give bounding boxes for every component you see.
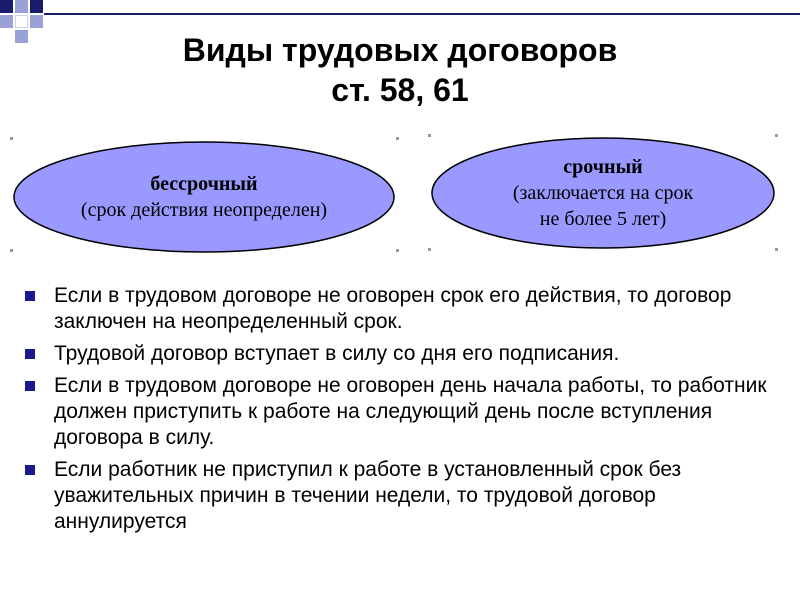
- selection-handle: [10, 137, 13, 140]
- ellipse-heading: срочный: [563, 156, 643, 178]
- square-bullet-icon: [25, 381, 35, 391]
- ellipse-fixed-term: [430, 136, 776, 250]
- square-bullet-icon: [25, 465, 35, 475]
- title-line-2: ст. 58, 61: [331, 72, 469, 108]
- list-item-text: Если в трудовом договоре не оговорен день начала работы, то работник должен приступить к работе на следующий день после вступления договора в силу.: [54, 374, 767, 449]
- list-item: [22, 341, 792, 367]
- square-bullet-icon: [25, 349, 35, 359]
- ellipse-indefinite: [12, 140, 396, 254]
- list-item: [22, 373, 792, 451]
- square-bullet-icon: [25, 291, 35, 301]
- selection-handle: [775, 248, 778, 251]
- selection-handle: [428, 248, 431, 251]
- selection-handle: [428, 134, 431, 137]
- list-item-text: Если в трудовом договоре не оговорен срок его действия, то договор заключен на неопределенный срок.: [54, 284, 732, 333]
- slide-title: [0, 30, 800, 110]
- ellipse-heading: бессрочный: [150, 173, 258, 195]
- ellipse-line: не более 5 лет): [539, 208, 667, 230]
- title-line-1: Виды трудовых договоров: [182, 32, 618, 68]
- ellipse-line: (срок действия неопределен): [80, 199, 328, 221]
- bullet-list: [22, 283, 792, 541]
- list-item: [22, 283, 792, 335]
- selection-handle: [396, 137, 399, 140]
- header-rule: [44, 13, 800, 15]
- list-item-text: Если работник не приступил к работе в установленный срок без уважительных причин в течении недели, то трудовой договор аннулируется: [54, 458, 682, 533]
- selection-handle: [10, 249, 13, 252]
- list-item-text: Трудовой договор вступает в силу со дня его подписания.: [54, 342, 620, 365]
- selection-handle: [775, 134, 778, 137]
- ellipse-line: (заключается на срок: [512, 182, 694, 204]
- selection-handle: [396, 249, 399, 252]
- list-item: [22, 457, 792, 535]
